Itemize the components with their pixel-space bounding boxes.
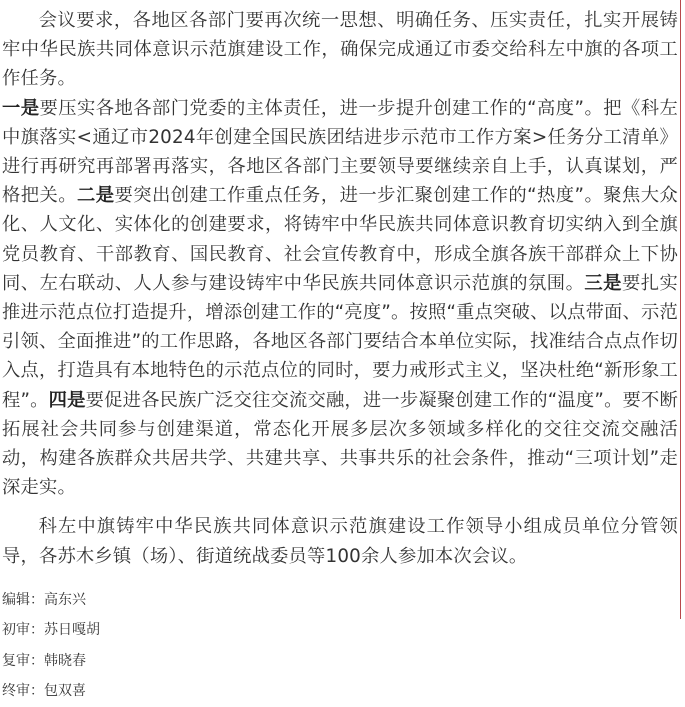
editorial-credits [2, 585, 678, 707]
credit-first-review [2, 615, 678, 646]
credit-name: 韩晓春 [44, 652, 86, 669]
credit-name: 包双喜 [44, 683, 86, 700]
credit-name: 高东兴 [44, 591, 86, 608]
paragraph-meeting-requirements: 会议要求，各地区各部门要再次统一思想、明确任务、压实责任，扎实开展铸牢中华民族共同体意识示范旗建设工作，确保完成通辽市委交给科左中旗的各项工作任务。 [2, 10, 678, 90]
task-lead-four: 四是 [48, 389, 86, 411]
page-edge-divider [680, 0, 681, 619]
task-lead-one: 一是 [2, 97, 40, 119]
task-lead-two: 二是 [77, 185, 115, 207]
credit-editor [2, 585, 678, 616]
credit-role: 复审： [2, 652, 44, 669]
credit-second-review [2, 646, 678, 677]
task-text-one: 要压实各地各部门党委的主体责任，进一步提升创建工作的“高度”。把《科左中旗落实<通辽市2024年创建全国民族团结进步示范市工作方案>任务分工清单》进行再研究再部署再落实，各地区各部门主要领导要继续亲自上手，认真谋划，严格把关。 [2, 97, 678, 207]
task-lead-three: 三是 [584, 272, 622, 294]
credit-name: 苏日嘎胡 [44, 622, 100, 639]
credit-role: 初审： [2, 622, 44, 639]
paragraph-four-tasks [2, 94, 678, 503]
credit-role: 编辑： [2, 591, 44, 608]
task-text-three: 要扎实推进示范点位打造提升，增添创建工作的“亮度”。按照“重点突破、以点带面、示范引领、全面推进”的工作思路，各地区各部门要结合本单位实际，找准结合点点作切入点，打造具有本地特色的示范点位的同时，要力戒形式主义，坚决杜绝“新形象工程”。 [2, 272, 678, 411]
credit-final-review [2, 676, 678, 707]
credit-role: 终审： [2, 683, 44, 700]
paragraph-attendees: 科左中旗铸牢中华民族共同体意识示范旗建设工作领导小组成员单位分管领导，各苏木乡镇（场）、街道统战委员等100余人参加本次会议。 [2, 516, 678, 567]
task-text-four: 要促进各民族广泛交往交流交融，进一步凝聚创建工作的“温度”。要不断拓展社会共同参与创建渠道，常态化开展多层次多领域多样化的交往交流交融活动，构建各族群众共居共学、共建共享、共事共乐的社会条件，推动“三项计划”走深走实。 [2, 389, 679, 499]
task-text-two: 要突出创建工作重点任务，进一步汇聚创建工作的“热度”。聚焦大众化、人文化、实体化的创建要求，将铸牢中华民族共同体意识教育切实纳入到全旗党员教育、干部教育、国民教育、社会宣传教育中，形成全旗各族干部群众上下协同、左右联动、人人参与建设铸牢中华民族共同体意识示范旗的氛围。 [2, 185, 678, 294]
